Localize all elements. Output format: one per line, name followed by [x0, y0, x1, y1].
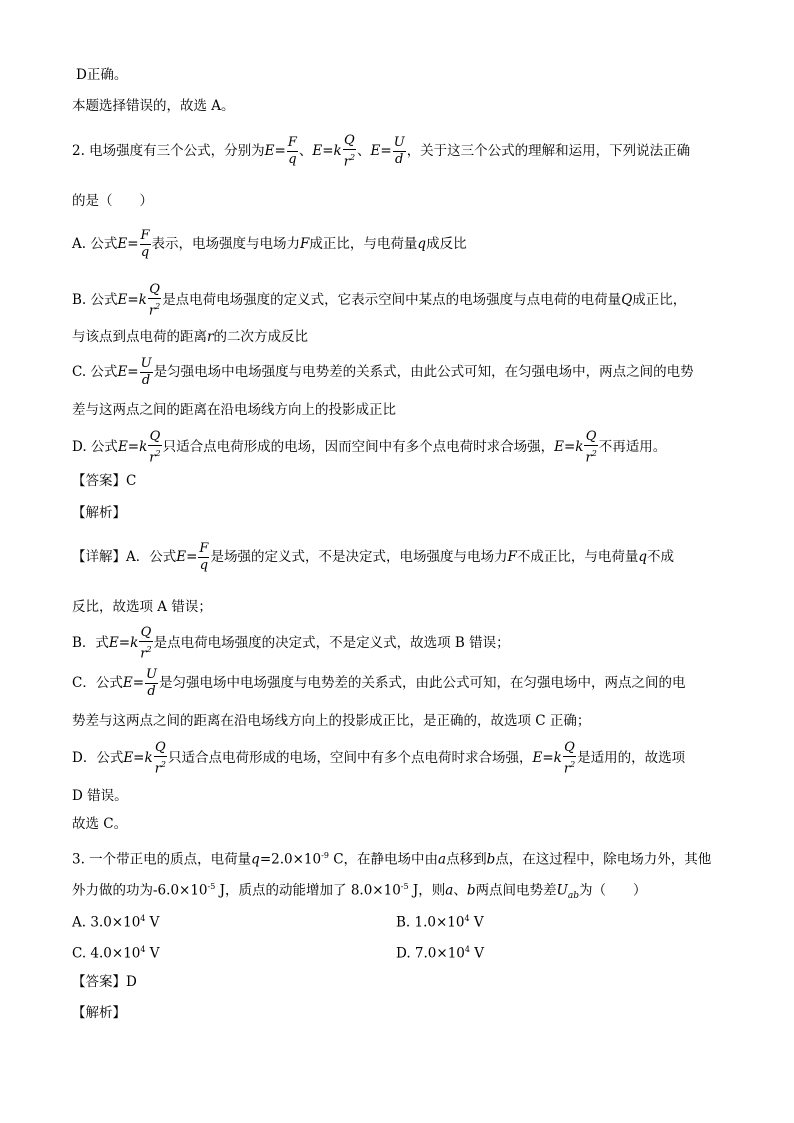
formula-fraction: $\frac{Q}{r^2}$ — [149, 429, 161, 466]
formula-fraction: $\frac{Q}{r^2}$ — [585, 429, 597, 466]
formula-fraction: $\frac{Q}{r^2}$ — [140, 625, 152, 662]
option-d: D. 公式E=k $\frac{Q}{r^2}$ 只适合点电荷形成的电场，因而空间中有多个点电荷时求合场强，E=k $\frac{Q}{r^2}$ 不再适用。 — [72, 429, 667, 466]
explanation-line: 反比，故选项 A 错误； — [72, 599, 212, 615]
analysis-label: 【解析】 — [72, 1005, 126, 1021]
formula-fraction: $\frac{Q}{r^2}$ — [343, 133, 356, 170]
formula-fraction: $\frac{U}{d}$ — [393, 135, 405, 168]
answer-label: 【答案】D — [72, 974, 137, 990]
formula-fraction: $\frac{U}{d}$ — [140, 356, 152, 388]
explanation-line: 势差与这两点之间的距离在沿电场线方向上的投影成正比，是正确的，故选项 C 正确； — [72, 713, 591, 729]
option-c: C. 公式E= $\frac{U}{d}$ 是匀强电场中电场强度与电势差的关系式，由此公式可知，在匀强电场中，两点之间的电势 — [72, 356, 694, 388]
option-b: B. 公式E=k $\frac{Q}{r^2}$ 是点电荷电场强度的定义式，它表示空间中某点的电场强度与点电荷的电荷量Q成正比， — [72, 282, 687, 319]
option-a: A. 公式E= $\frac{F}{q}$ 表示，电场强度与电场力F成正比，与电荷量q成反比 — [72, 228, 467, 260]
explanation-line: 故选 C。 — [72, 816, 128, 832]
text-line: 差与这两点之间的距离在沿电场线方向上的投影成正比 — [72, 402, 396, 418]
formula-fraction: $\frac{F}{q}$ — [199, 541, 209, 573]
answer-label: 【答案】C — [72, 473, 137, 489]
text-line: 与该点到点电荷的距离r的二次方成反比 — [72, 329, 308, 345]
formula-fraction: $\frac{Q}{r^2}$ — [148, 282, 161, 319]
explanation-line: 【详解】A．公式E= $\frac{F}{q}$ 是场强的定义式，不是决定式，电场强度与电场力F不成正比，与电荷量q不成 — [72, 541, 674, 573]
text-line: 的是（ ） — [72, 193, 153, 209]
explanation-line: D．公式E=k $\frac{Q}{r^2}$ 只适合点电荷形成的电场，空间中有多个点电荷时求合场强，E=k $\frac{Q}{r^2}$ 是适用的，故选项 — [72, 740, 686, 777]
option-c: C. $4.0\times 10^4$ V — [72, 945, 160, 962]
explanation-line: D 错误。 — [72, 788, 128, 804]
explanation-line: B．式E=k $\frac{Q}{r^2}$ 是点电荷电场强度的决定式，不是定义式，故选项 B 错误； — [72, 625, 510, 662]
formula-fraction: $\frac{F}{q}$ — [287, 135, 297, 168]
option-a: A. $3.0\times 10^4$ V — [72, 914, 160, 931]
text-line: 外力做的功为$-6.0\times 10^{-5}$ J，质点的动能增加了 $8.0\times 10^{-5}$ J，则a、b两点间电势差$U_{ab}$为（ ） — [72, 882, 647, 902]
formula-fraction: $\frac{Q}{r^2}$ — [563, 740, 576, 777]
question-3-stem: 3. 一个带正电的质点，电荷量$q=2.0\times 10^{-9}$ C，在静电场中由a点移到b点，在这过程中，除电场力外，其他 — [72, 851, 712, 868]
formula-fraction: $\frac{U}{d}$ — [146, 667, 157, 699]
analysis-label: 【解析】 — [72, 505, 126, 521]
explanation-line: C．公式E= $\frac{U}{d}$ 是匀强电场中电场强度与电势差的关系式，由此公式可知，在匀强电场中，两点之间的电 — [72, 667, 686, 699]
question-2-stem: 2. 电场强度有三个公式，分别为E= $\frac{F}{q}$ 、E=k $\frac{Q}{r^2}$ 、E= $\frac{U}{d}$ ，关于这三个公式的理解和运用，下列说法正确 — [72, 133, 691, 170]
option-b: B. $1.0\times 10^4$ V — [396, 914, 484, 931]
text-line: 本题选择错误的，故选 A。 — [72, 98, 235, 114]
formula-fraction: $\frac{F}{q}$ — [140, 228, 150, 260]
option-d: D. $7.0\times 10^4$ V — [396, 945, 485, 962]
text-line: D正确。 — [76, 67, 128, 83]
formula-fraction: $\frac{Q}{r^2}$ — [154, 740, 166, 777]
